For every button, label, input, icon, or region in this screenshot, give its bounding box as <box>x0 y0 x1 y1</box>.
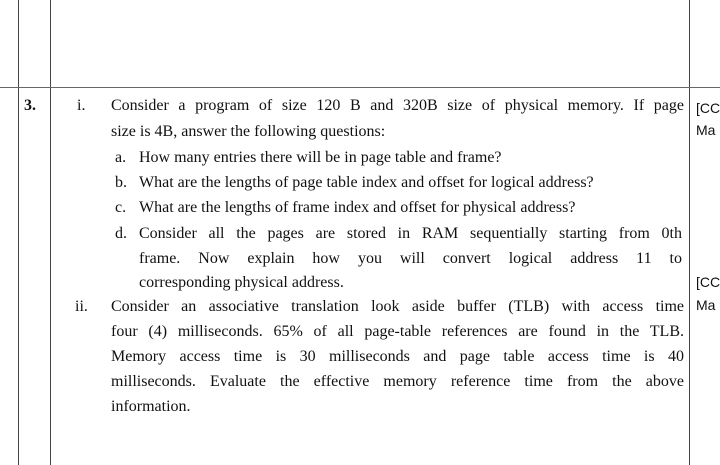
part-ii-line-3: Memory access time is 30 milliseconds and page table access time is 40 <box>111 348 684 365</box>
sub-c-label: c. <box>115 199 127 216</box>
sub-d-line-2: frame. Now explain how you will convert logical address 11 to <box>139 250 682 267</box>
part-i-label: i. <box>77 97 86 114</box>
table-border-left <box>18 0 19 465</box>
part-ii-line-5: information. <box>111 398 191 415</box>
part-i-marks-line-1: [CC <box>696 100 720 116</box>
sub-d-label: d. <box>115 225 127 242</box>
part-ii-line-4: milliseconds. Evaluate the effective memory reference time from the above <box>111 373 684 390</box>
sub-b-text: What are the lengths of page table index and offset for logical address? <box>139 174 594 191</box>
part-ii-marks-line-2: Ma <box>696 297 716 313</box>
sub-d-line-3: corresponding physical address. <box>139 274 344 291</box>
part-i-intro-line-2: size is 4B, answer the following questions: <box>111 123 386 140</box>
table-row-divider <box>0 87 720 88</box>
question-number: 3. <box>24 97 36 114</box>
part-i-intro-line-1: Consider a program of size 120 B and 320B size of physical memory. If page <box>111 97 684 114</box>
part-i-marks-line-2: Ma <box>696 122 716 138</box>
part-ii-line-1: Consider an associative translation look aside buffer (TLB) with access time <box>111 298 684 315</box>
sub-b-label: b. <box>115 174 127 191</box>
part-ii-label: ii. <box>75 298 88 315</box>
sub-c-text: What are the lengths of frame index and offset for physical address? <box>139 199 576 216</box>
part-ii-line-2: four (4) milliseconds. 65% of all page-table references are found in the TLB. <box>111 323 684 340</box>
sub-d-line-1: Consider all the pages are stored in RAM sequentially starting from 0th <box>139 225 682 242</box>
table-border-number-column <box>50 0 51 465</box>
part-ii-marks-line-1: [CC <box>696 274 720 290</box>
table-border-marks-column <box>689 0 690 465</box>
sub-a-text: How many entries there will be in page table and frame? <box>139 149 502 166</box>
sub-a-label: a. <box>115 149 127 166</box>
